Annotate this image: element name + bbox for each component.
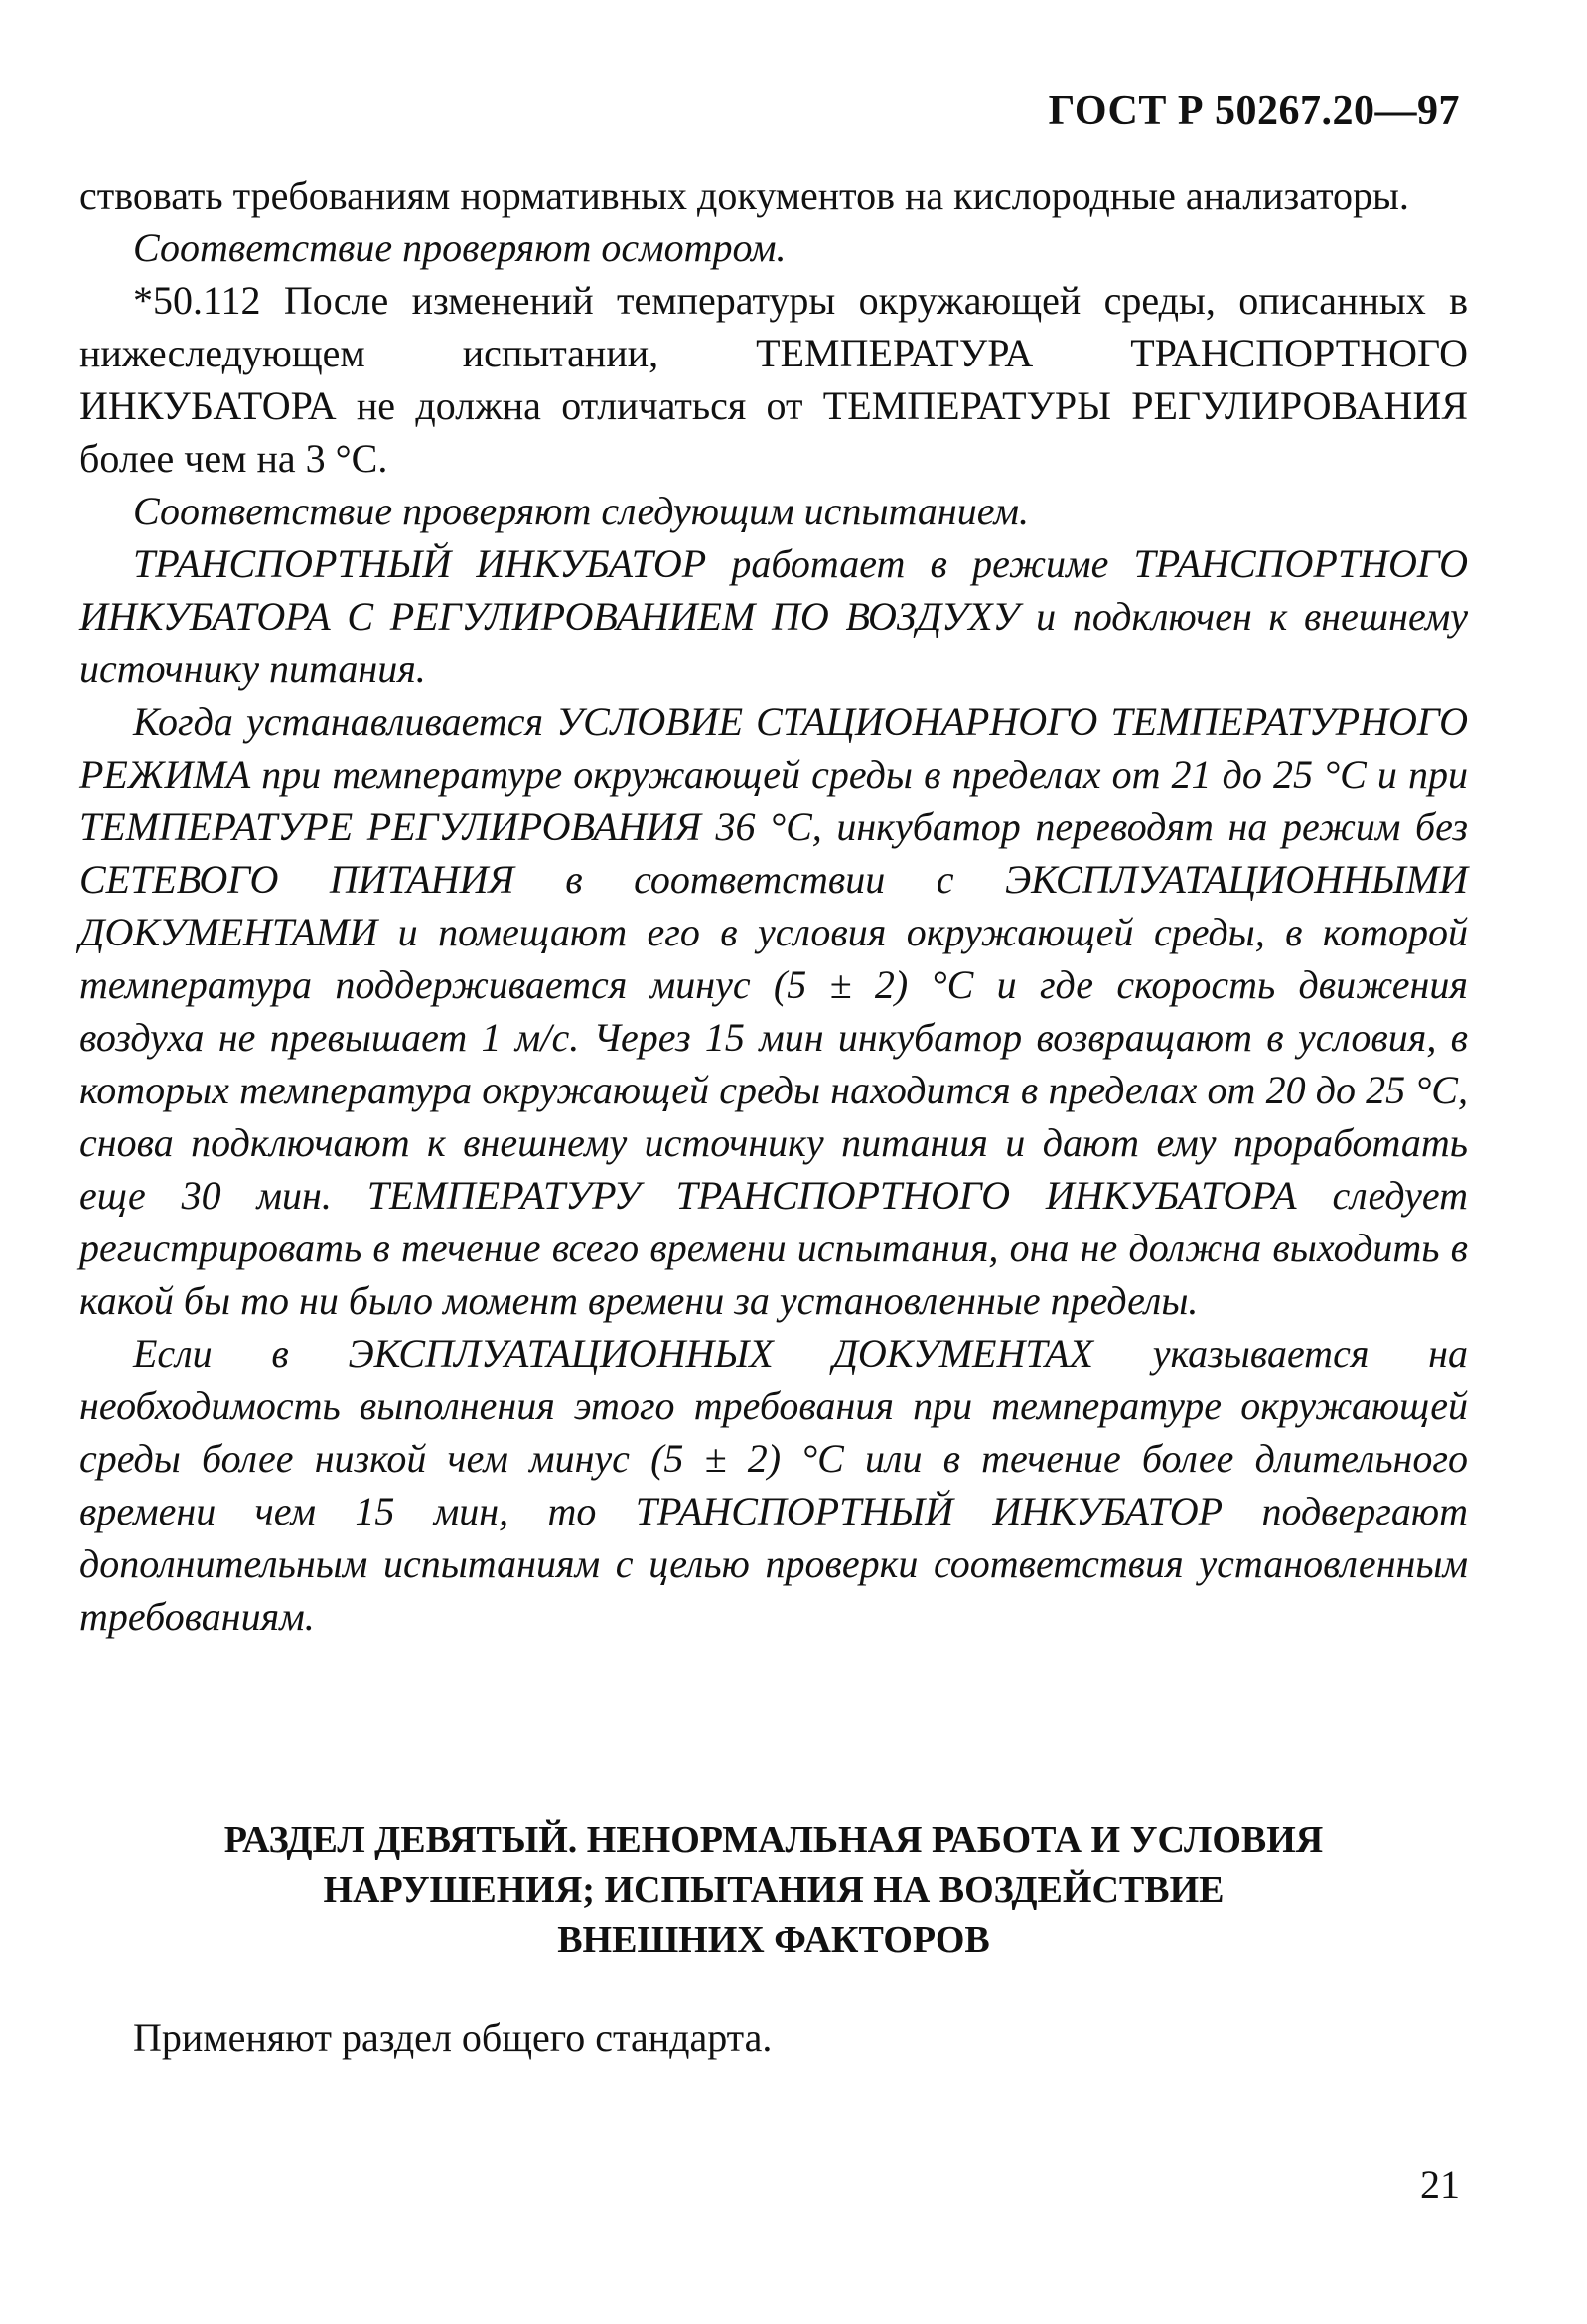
paragraph-compliance-test: Соответствие проверяют следующим испытанием.	[133, 489, 1030, 533]
page-number: 21	[1420, 2162, 1460, 2207]
paragraph-clause-50-112: *50.112 После изменений температуры окружающей среды, описанных в нижеследующем испытании, ТЕМПЕРАТУРА ТРАНСПОРТНОГО ИНКУБАТОРА не должна отличаться от ТЕМПЕРАТУРЫ РЕГУЛИРОВАНИЯ более чем на 3 °С.	[79, 278, 1468, 481]
body-text	[79, 169, 1468, 1643]
paragraph-test-mode: ТРАНСПОРТНЫЙ ИНКУБАТОР работает в режиме ТРАНСПОРТНОГО ИНКУБАТОРА С РЕГУЛИРОВАНИЕМ ПО ВОЗДУХУ и подключен к внешнему источнику питания.	[79, 541, 1468, 691]
section-heading	[79, 1816, 1468, 1964]
section-heading-line-2: НАРУШЕНИЯ; ИСПЫТАНИЯ НА ВОЗДЕЙСТВИЕ	[323, 1869, 1225, 1911]
paragraph-additional-tests: Если в ЭКСПЛУАТАЦИОННЫХ ДОКУМЕНТАХ указывается на необходимость выполнения этого требования при температуре окружающей среды более низкой чем минус (5 ± 2) °С или в течение более длительного времени чем 15 мин, то ТРАНСПОРТНЫЙ ИНКУБАТОР подвергают дополнительным испытаниям с целью проверки соответствия установленным требованиям.	[79, 1331, 1468, 1639]
paragraph-test-procedure: Когда устанавливается УСЛОВИЕ СТАЦИОНАРНОГО ТЕМПЕРАТУРНОГО РЕЖИМА при температуре окружающей среды в пределах от 21 до 25 °С и при ТЕМПЕРАТУРЕ РЕГУЛИРОВАНИЯ 36 °С, инкубатор переводят на режим без СЕТЕВОГО ПИТАНИЯ в соответствии с ЭКСПЛУАТАЦИОННЫМИ ДОКУМЕНТАМИ и помещают его в условия окружающей среды, в которой температура поддерживается минус (5 ± 2) °С и где скорость движения воздуха не превышает 1 м/с. Через 15 мин инкубатор возвращают в условия, в которых температура окружающей среды находится в пределах от 20 до 25 °С, снова подключают к внешнему источнику питания и дают ему проработать еще 30 мин. ТЕМПЕРАТУРУ ТРАНСПОРТНОГО ИНКУБАТОРА следует регистрировать в течение всего времени испытания, она не должна выходить в какой бы то ни было момент времени за установленные пределы.	[79, 699, 1468, 1323]
applied-section-text: Применяют раздел общего стандарта.	[133, 2015, 773, 2060]
section-heading-line-1: РАЗДЕЛ ДЕВЯТЫЙ. НЕНОРМАЛЬНАЯ РАБОТА И УСЛОВИЯ	[223, 1819, 1324, 1861]
document-code: ГОСТ Р 50267.20—97	[1048, 88, 1460, 134]
section-heading-line-3: ВНЕШНИХ ФАКТОРОВ	[557, 1919, 990, 1961]
paragraph-continuation: ствовать требованиям нормативных документов на кислородные анализаторы.	[79, 173, 1409, 218]
paragraph-compliance-inspection: Соответствие проверяют осмотром.	[133, 225, 787, 270]
